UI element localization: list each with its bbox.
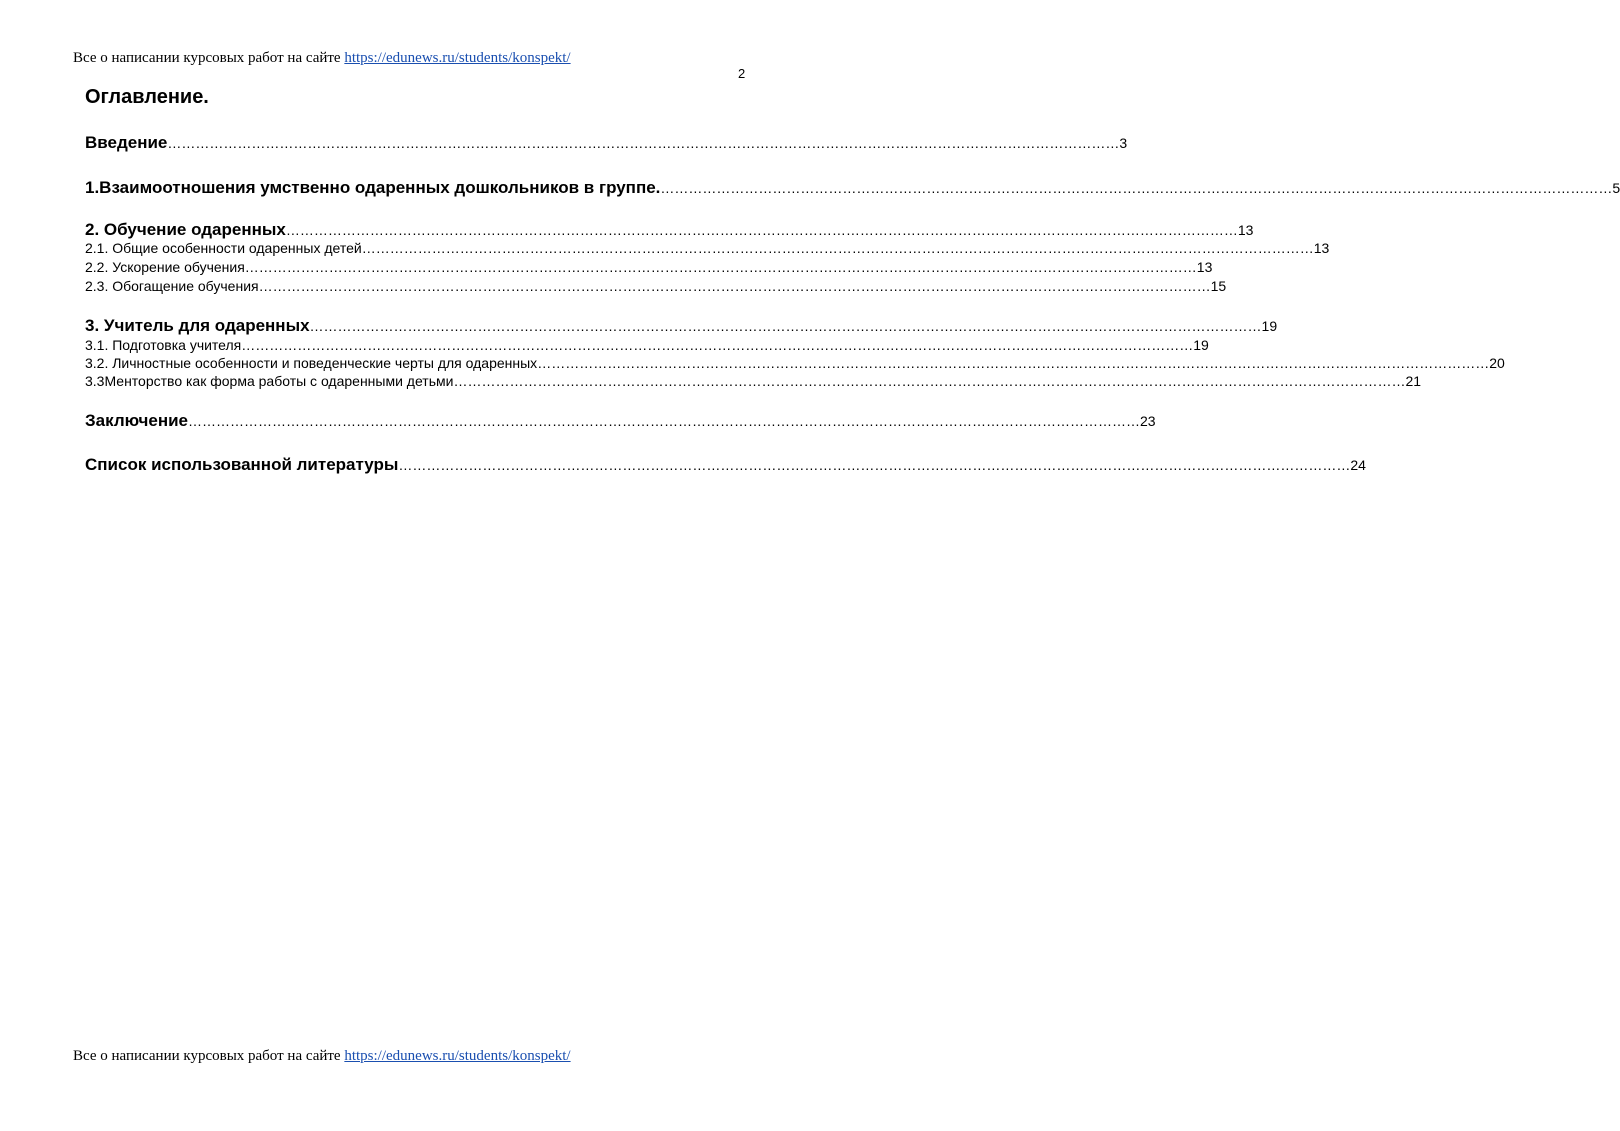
toc-entry-label: 2.2. Ускорение обучения bbox=[85, 259, 245, 275]
toc-entry-chapter-3[interactable] bbox=[85, 316, 1278, 338]
toc-entry-page: 13 bbox=[1196, 259, 1213, 275]
toc-leader: …………………………………………………………………………………………………………………………………………………………………………………… bbox=[309, 318, 1262, 334]
banner-link[interactable]: https://edunews.ru/students/konspekt/ bbox=[344, 1048, 571, 1064]
toc-entry-section-2-1[interactable] bbox=[85, 240, 1330, 259]
toc-entry-label: 2.1. Общие особенности одаренных детей bbox=[85, 240, 362, 256]
toc-leader: …………………………………………………………………………………………………………………………………………………………………………………… bbox=[660, 180, 1613, 196]
toc-entry-label: Список использованной литературы bbox=[85, 455, 399, 474]
toc-entry-label: 2.3. Обогащение обучения bbox=[85, 278, 259, 294]
toc-entry-page: 19 bbox=[1193, 337, 1209, 353]
toc-entry-page: 23 bbox=[1140, 413, 1156, 429]
toc-entry-label: 2. Обучение одаренных bbox=[85, 220, 286, 239]
toc-entry-label: Заключение bbox=[85, 411, 188, 430]
toc-entry-label: 3. Учитель для одаренных bbox=[85, 316, 310, 335]
toc-entry-section-2-3[interactable] bbox=[85, 278, 1227, 297]
toc-entry-page: 13 bbox=[1237, 222, 1254, 238]
toc-entry-section-2-2[interactable] bbox=[85, 259, 1213, 278]
toc-entry-label: 3.3Менторство как форма работы с одаренными детьми bbox=[85, 373, 454, 389]
footer-banner bbox=[73, 1047, 571, 1065]
toc-entry-conclusion[interactable] bbox=[85, 411, 1156, 433]
toc-entry-chapter-2[interactable] bbox=[85, 220, 1254, 242]
toc-title: Оглавление. bbox=[85, 86, 209, 108]
page-number: 2 bbox=[738, 66, 746, 81]
toc-leader: …………………………………………………………………………………………………………………………………………………………………………………… bbox=[285, 222, 1238, 238]
toc-leader: …………………………………………………………………………………………………………………………………………………………………………………… bbox=[188, 413, 1140, 429]
toc-leader: …………………………………………………………………………………………………………………………………………………………………………………… bbox=[537, 355, 1490, 371]
toc-entry-page: 3 bbox=[1119, 135, 1128, 151]
header-banner bbox=[73, 49, 571, 67]
toc-entry-section-3-1[interactable] bbox=[85, 337, 1209, 356]
toc-entry-chapter-1[interactable] bbox=[85, 178, 1620, 200]
toc-leader: …………………………………………………………………………………………………………………………………………………………………………………… bbox=[167, 135, 1120, 151]
toc-entry-page: 20 bbox=[1489, 355, 1505, 371]
toc-leader: …………………………………………………………………………………………………………………………………………………………………………………… bbox=[258, 278, 1211, 294]
toc-entry-section-3-3[interactable] bbox=[85, 373, 1422, 392]
toc-leader: …………………………………………………………………………………………………………………………………………………………………………………… bbox=[244, 259, 1197, 275]
toc-leader: …………………………………………………………………………………………………………………………………………………………………………………… bbox=[241, 337, 1194, 353]
toc-entry-section-3-2[interactable] bbox=[85, 355, 1505, 374]
toc-entry-page: 19 bbox=[1261, 318, 1278, 334]
toc-entry-bibliography[interactable] bbox=[85, 455, 1366, 477]
banner-link[interactable]: https://edunews.ru/students/konspekt/ bbox=[344, 50, 571, 66]
toc-entry-page: 24 bbox=[1350, 457, 1366, 473]
toc-entry-label: 3.1. Подготовка учителя bbox=[85, 337, 242, 353]
toc-entry-page: 15 bbox=[1210, 278, 1227, 294]
toc-entry-page: 5 bbox=[1612, 180, 1620, 196]
toc-leader: …………………………………………………………………………………………………………………………………………………………………………………… bbox=[361, 240, 1314, 256]
toc-entry-label: 3.2. Личностные особенности и поведенческие черты для одаренных bbox=[85, 355, 538, 371]
toc-entry-label: 1.Взаимоотношения умственно одаренных дошкольников в группе. bbox=[85, 178, 661, 197]
toc-entry-page: 13 bbox=[1313, 240, 1330, 256]
banner-text: Все о написании курсовых работ на сайте bbox=[73, 50, 345, 66]
toc-leader: …………………………………………………………………………………………………………………………………………………………………………………… bbox=[453, 373, 1406, 389]
toc-entry-page: 21 bbox=[1405, 373, 1422, 389]
toc-leader: …………………………………………………………………………………………………………………………………………………………………………………… bbox=[398, 457, 1351, 473]
banner-text: Все о написании курсовых работ на сайте bbox=[73, 1048, 345, 1064]
toc-entry-introduction[interactable] bbox=[85, 133, 1128, 155]
toc-entry-label: Введение bbox=[85, 133, 168, 152]
